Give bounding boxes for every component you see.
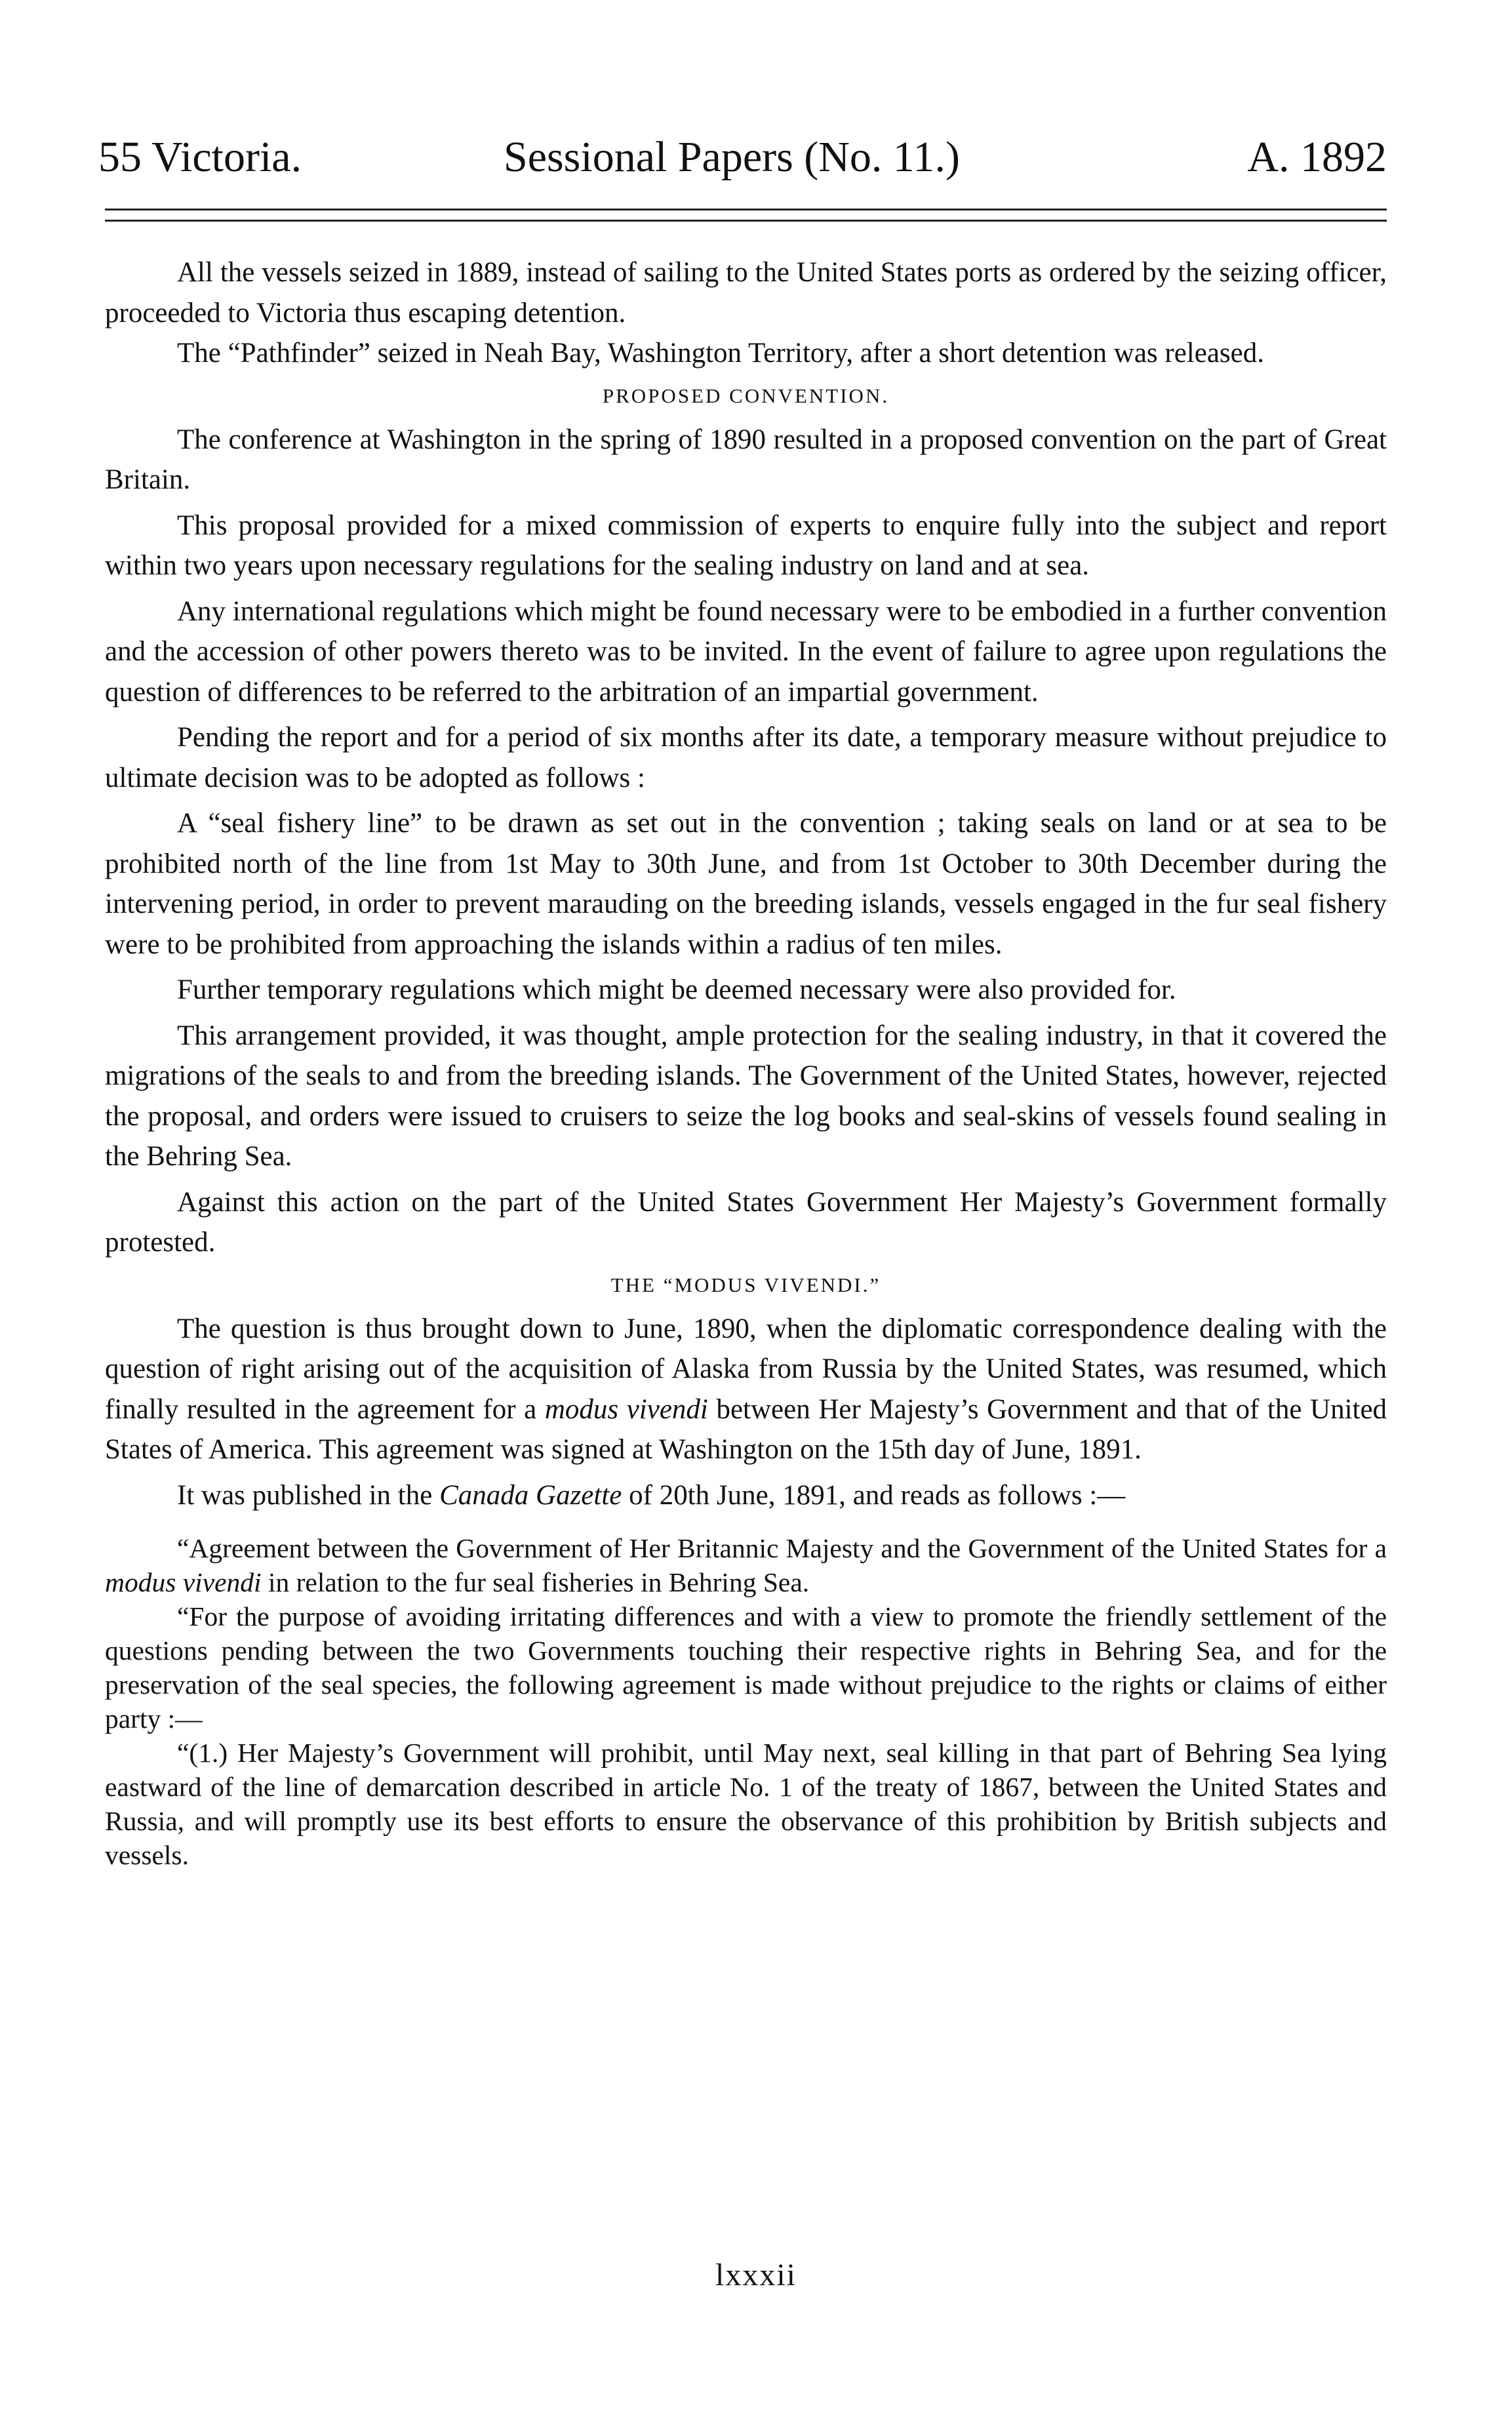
section-heading: PROPOSED CONVENTION. <box>602 384 890 407</box>
paragraph: Any international regulations which might be found necessary were to be embodied in a further convention and the accession of other powers thereto was to be invited. In the event of failure to agree upon regulations the question of differences to be referred to the arbitration of an impartial government. <box>105 595 1387 708</box>
italic-term: modus vivendi <box>105 1567 262 1597</box>
paragraph: All the vessels seized in 1889, instead of sailing to the United States ports as ordered by the seizing officer, proceeded to Victoria thus escaping detention. <box>105 257 1387 329</box>
paragraph: The “Pathfinder” seized in Neah Bay, Washington Territory, after a short detention was released. <box>177 338 1264 369</box>
quoted-paragraph: “(1.) Her Majesty’s Government will prohibit, until May next, seal killing in that part of Behring Sea lying eastward of the line of demarcation described in article No. 1 of the treaty of 1867, between the United States and Russia, and will promptly use its best efforts to ensure the observance of this prohibition by British subjects and vessels. <box>105 1738 1387 1870</box>
italic-term: modus vivendi <box>544 1393 708 1425</box>
section-heading: THE “MODUS VIVENDI.” <box>610 1273 881 1296</box>
text-run: The question is thus brought down to June, 1890, when the diplomatic correspondence dealing with the question of right arising out of the acquisition of Alaska from Russia by the United States, was resumed, which finally resulted in the agreement for a <box>105 1313 1387 1425</box>
text-run: in relation to the fur seal fisheries in Behring Sea. <box>268 1567 810 1597</box>
header-series-title: Sessional Papers (No. 11.) <box>504 133 960 181</box>
paragraph: Pending the report and for a period of six months after its date, a temporary measure without prejudice to ultimate decision was to be adopted as follows : <box>105 722 1387 793</box>
quoted-paragraph: “For the purpose of avoiding irritating differences and with a view to promote the friendly settlement of the questions pending between the two Governments touching their respective rights in Behring Sea, and for the preservation of the seal species, the following agreement is made without prejudice to the rights or claims of either party :— <box>105 1601 1387 1734</box>
running-header <box>98 128 1387 187</box>
text-run: It was published in the <box>177 1479 433 1511</box>
paragraph: The conference at Washington in the spring of 1890 resulted in a proposed convention on the part of Great Britain. <box>105 424 1387 495</box>
paragraph: This arrangement provided, it was thought, ample protection for the sealing industry, in that it covered the migrations of the seals to and from the breeding islands. The Government of the United States, however, rejected the proposal, and orders were issued to cruisers to seize the log books and seal-skins of vessels found sealing in the Behring Sea. <box>105 1020 1387 1172</box>
paragraph <box>105 1475 1387 1516</box>
header-rule-bottom <box>105 220 1387 222</box>
italic-term: Canada Gazette <box>439 1479 622 1511</box>
paragraph: Against this action on the part of the United States Government Her Majesty’s Government formally protested. <box>105 1186 1387 1258</box>
header-regnal-year: 55 Victoria. <box>98 133 302 181</box>
header-year: A. 1892 <box>1247 133 1387 181</box>
paragraph: Further temporary regulations which might be deemed necessary were also provided for. <box>177 974 1176 1005</box>
page-number: lxxxii <box>715 2258 797 2292</box>
paragraph <box>105 1309 1387 1470</box>
text-run: “Agreement between the Government of Her Britannic Majesty and the Government of the United States for a <box>177 1533 1387 1563</box>
paragraph: A “seal fishery line” to be drawn as set out in the convention ; taking seals on land or at sea to be prohibited north of the line from 1st May to 30th June, and from 1st October to 30th December during the intervening period, in order to prevent marauding on the breeding islands, vessels engaged in the fur seal fishery were to be prohibited from approaching the islands within a radius of ten miles. <box>105 808 1387 960</box>
paragraph: This proposal provided for a mixed commission of experts to enquire fully into the subject and report within two years upon necessary regulations for the sealing industry on land and at sea. <box>105 509 1387 581</box>
body-text <box>105 252 1387 1872</box>
text-run: of 20th June, 1891, and reads as follows :— <box>629 1479 1126 1511</box>
header-rule-top <box>105 209 1387 210</box>
quoted-paragraph <box>105 1531 1387 1599</box>
text-run: between Her Majesty’s Government and that of the United States of America. This agreement was signed at Washington on the 15th day of June, 1891. <box>105 1393 1387 1465</box>
